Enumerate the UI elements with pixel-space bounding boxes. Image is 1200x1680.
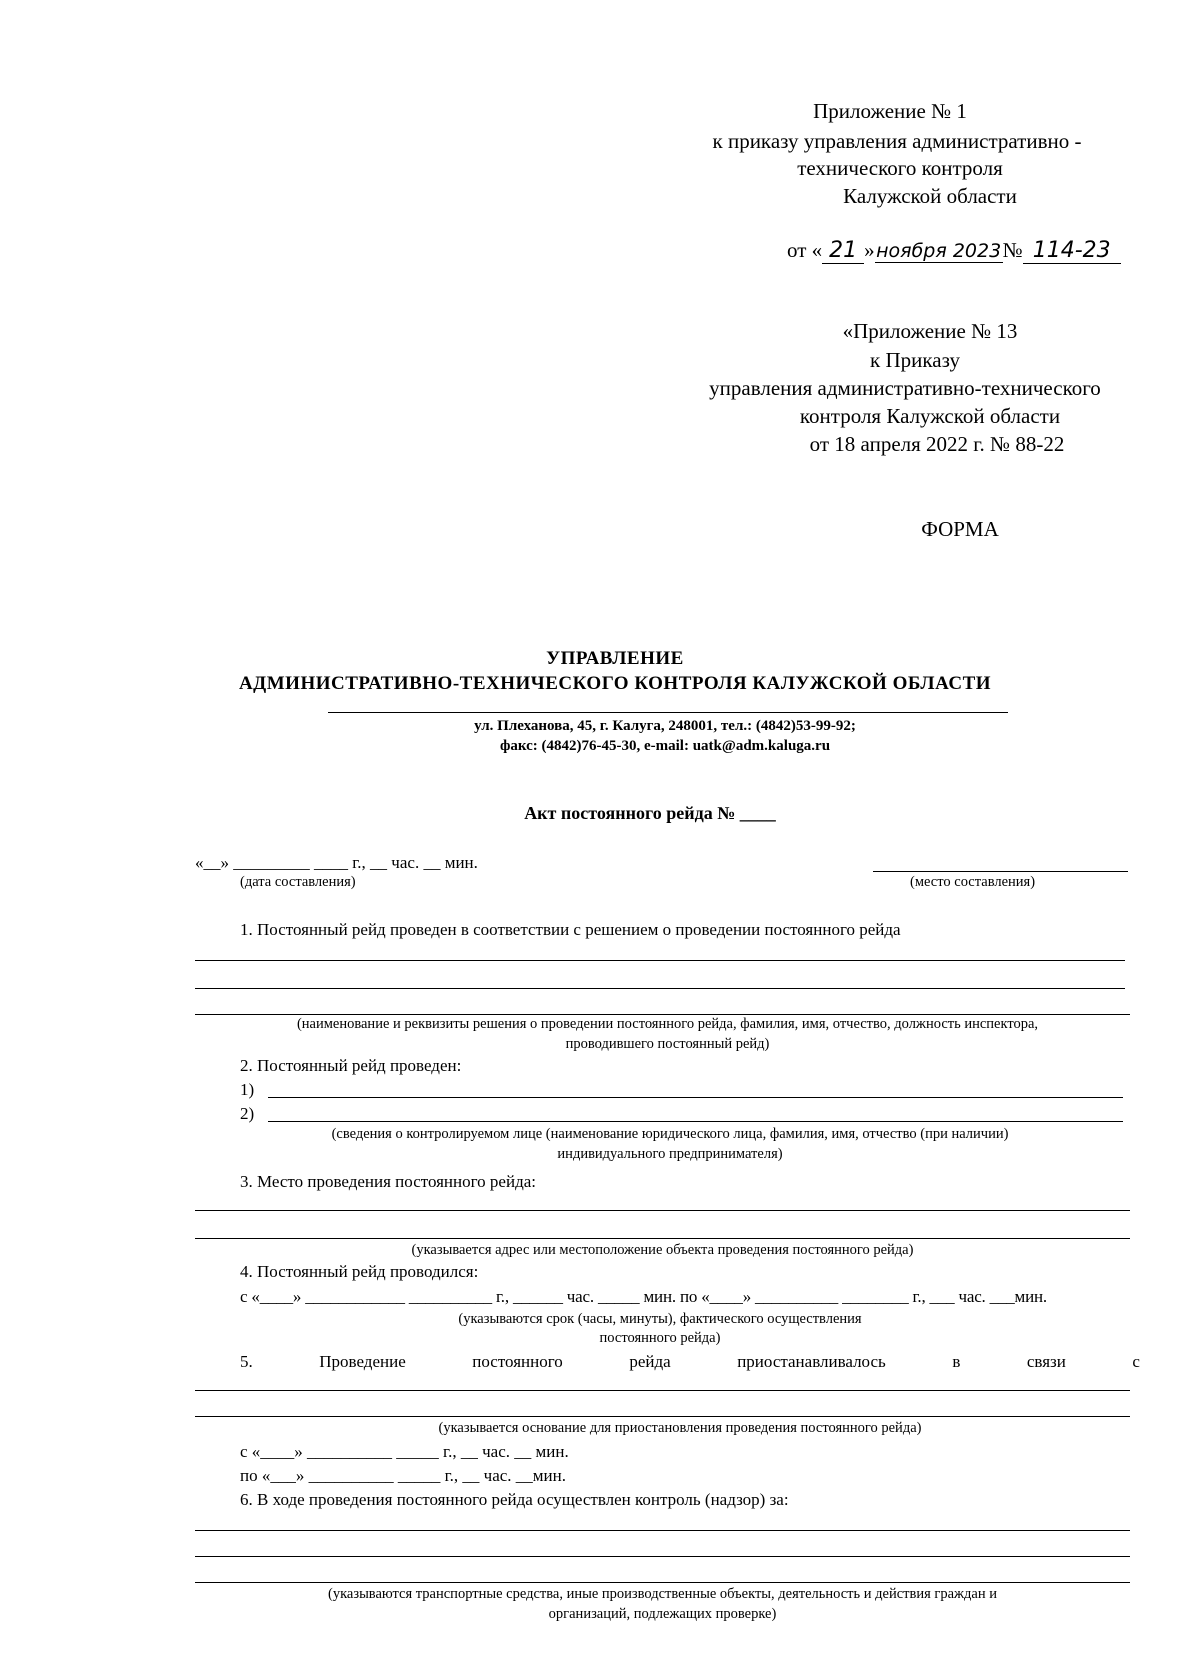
section1-caption-2: проводившего постоянный рейд) [565,1036,770,1052]
section5-to: по «___» __________ _____ г., __ час. __мин. [240,1466,566,1485]
handwritten-number: 114-23 [1023,238,1121,264]
section5-text [240,1352,1140,1372]
section2-caption-2: индивидуального предпринимателя) [557,1146,783,1162]
section5-word: 5. [240,1352,253,1371]
section6-line2 [195,1556,1130,1557]
section5-word: постоянного [472,1352,563,1371]
section4-text: 4. Постоянный рейд проводился: [240,1262,479,1281]
org-address: ул. Плеханова, 45, г. Калуга, 248001, тел.: (4842)53-99-92; [474,718,856,734]
appendix1-title: Приложение № 1 [813,99,967,123]
section5-word: Проведение [319,1352,406,1371]
section6-text: 6. В ходе проведения постоянного рейда осуществлен контроль (надзор) за: [240,1490,789,1509]
place-caption: (место составления) [910,874,1036,890]
section3-text: 3. Место проведения постоянного рейда: [240,1172,536,1191]
date-mid: » [864,238,875,262]
section6-caption-1: (указываются транспортные средства, иные производственные объекты, деятельность и действия граждан и [328,1586,997,1602]
number-prefix: № [1002,238,1023,262]
appendix1-line3: Калужской области [843,184,1017,208]
section5-word: в [952,1352,961,1371]
section6-line1 [195,1530,1130,1531]
section5-word: связи [1026,1352,1066,1371]
section1-line1 [195,960,1125,961]
org-contacts: факс: (4842)76-45-30, e-mail: uatk@adm.kaluga.ru [499,738,831,754]
section2-text: 2. Постоянный рейд проведен: [240,1056,462,1075]
act-date-line: «__» _________ ____ г., __ час. __ мин. [195,853,478,872]
section5-word: приостанавливалось [737,1352,886,1371]
org-divider [328,712,1008,713]
section5-word: с [1132,1352,1140,1371]
section4-caption-1: (указываются срок (часы, минуты), фактического осуществления [458,1311,862,1327]
appendix13-line2: управления административно-технического [709,376,1101,400]
section6-caption-2: организаций, подлежащих проверке) [548,1606,777,1622]
date-caption: (дата составления) [240,874,356,890]
section4-period: с «____» ____________ __________ г., ______ час. _____ мин. по «____» __________ ________ г., ___ час. ___мин. [240,1287,1047,1306]
date-prefix: от « [787,238,823,262]
section2-item1-line [268,1097,1123,1098]
place-line [873,871,1128,872]
section5-caption: (указывается основание для приостановления проведения постоянного рейда) [438,1420,922,1436]
section6-line3 [195,1582,1130,1583]
appendix1-date [787,238,1121,264]
section2-item1: 1) [240,1080,255,1099]
section5-word: рейда [629,1352,671,1371]
section2-item2: 2) [240,1104,255,1123]
appendix13-title: «Приложение № 13 [842,319,1018,343]
handwritten-day: 21 [822,238,864,264]
section2-item2-line [268,1121,1123,1122]
form-label: ФОРМА [921,517,999,541]
appendix1-line2: технического контроля [797,156,1003,180]
appendix13-line1: к Приказу [870,348,960,372]
section5-line1 [195,1390,1130,1391]
section4-caption-2: постоянного рейда) [599,1330,721,1346]
org-name-line2: АДМИНИСТРАТИВНО-ТЕХНИЧЕСКОГО КОНТРОЛЯ КАЛУЖСКОЙ ОБЛАСТИ [238,673,992,694]
act-title: Акт постоянного рейда № ____ [524,803,776,823]
section1-line3 [195,1014,1130,1015]
section2-caption-1: (сведения о контролируемом лице (наименование юридического лица, фамилия, имя, отчество (при наличии) [331,1126,1009,1142]
section1-caption-1: (наименование и реквизиты решения о проведении постоянного рейда, фамилия, имя, отчество, должность инспектора, [296,1016,1039,1032]
section3-caption: (указывается адрес или местоположение объекта проведения постоянного рейда) [411,1242,914,1258]
section5-from: с «____» __________ _____ г., __ час. __ мин. [240,1442,569,1461]
appendix13-line3: контроля Калужской области [799,404,1061,428]
handwritten-month-year: ноября 2023 [876,240,1002,262]
section3-line1 [195,1210,1130,1211]
appendix13-line4: от 18 апреля 2022 г. № 88-22 [809,432,1065,456]
section5-line2 [195,1416,1130,1417]
section1-line2 [195,988,1125,989]
section3-line2 [195,1238,1130,1239]
section1-text: 1. Постоянный рейд проведен в соответствии с решением о проведении постоянного рейда [240,920,901,939]
appendix1-line1: к приказу управления административно - [712,129,1082,153]
org-name-line1: УПРАВЛЕНИЕ [546,648,684,669]
